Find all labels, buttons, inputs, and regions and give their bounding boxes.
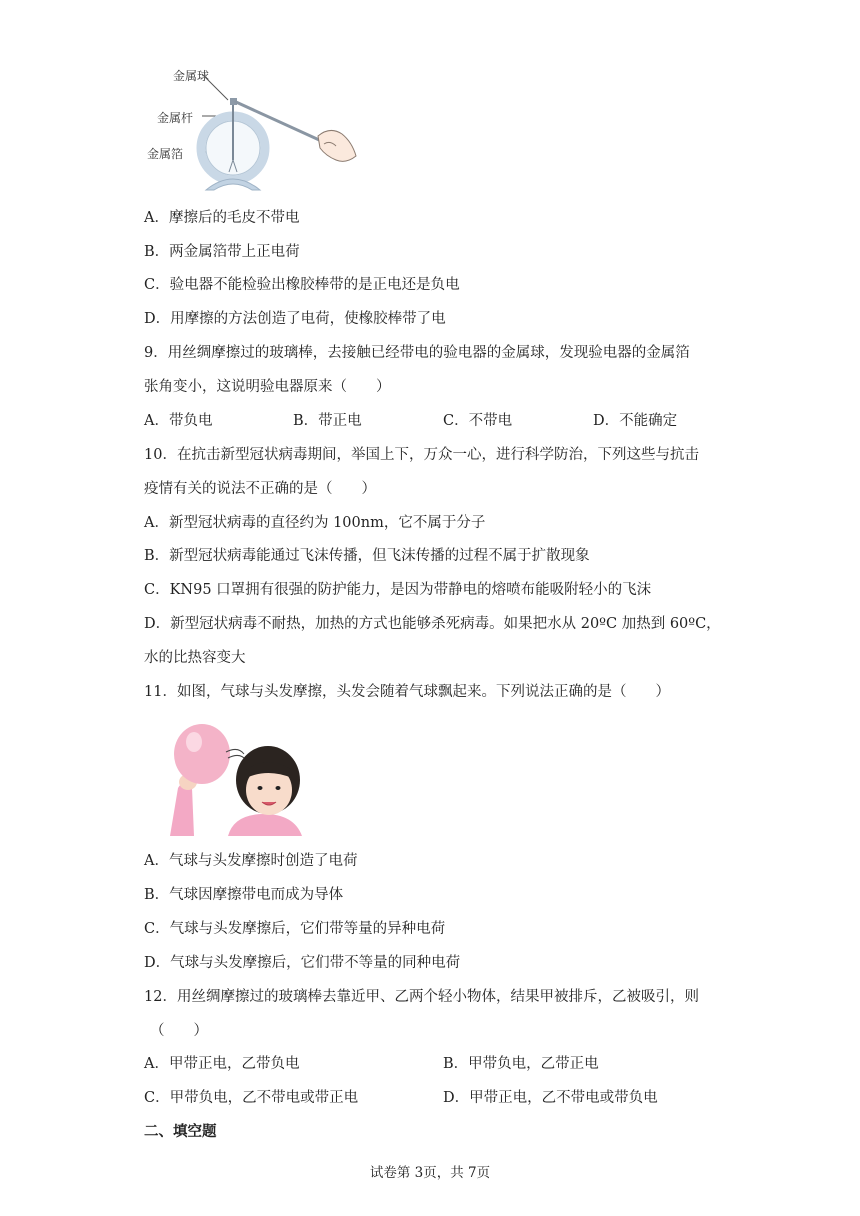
figure-label-metal-foil: 金属箔 xyxy=(147,147,184,161)
q9-stem-line-2: 张角变小，这说明验电器原来（ ） xyxy=(144,379,391,395)
q10-option-c: C．KN95 口罩拥有很强的防护能力，是因为带静电的熔喷布能吸附轻小的飞沫 xyxy=(144,582,652,598)
q10-stem-line-1: 10．在抗击新型冠状病毒期间，举国上下，万众一心，进行科学防治，下列这些与抗击 xyxy=(144,447,699,463)
q12-option-c: C．甲带负电，乙不带电或带正电 xyxy=(144,1090,359,1106)
electroscope-drawing xyxy=(140,60,370,200)
q12-stem-line-1: 12．用丝绸摩擦过的玻璃棒去靠近甲、乙两个轻小物体，结果甲被排斥，乙被吸引，则 xyxy=(144,989,699,1005)
q8-option-a: A．摩擦后的毛皮不带电 xyxy=(144,210,300,226)
q10-option-a: A．新型冠状病毒的直径约为 100nm，它不属于分子 xyxy=(144,515,486,531)
q11-option-d: D．气球与头发摩擦后，它们带不等量的同种电荷 xyxy=(144,955,461,971)
q11-stem: 11．如图，气球与头发摩擦，头发会随着气球飘起来。下列说法正确的是（ ） xyxy=(144,684,670,700)
q12-option-b: B．甲带负电，乙带正电 xyxy=(443,1056,599,1072)
q11-option-b: B．气球因摩擦带电而成为导体 xyxy=(144,887,344,903)
q8-option-d: D．用摩擦的方法创造了电荷，使橡胶棒带了电 xyxy=(144,311,446,327)
q9-option-a: A．带负电 xyxy=(144,413,213,429)
balloon-girl-drawing xyxy=(168,718,308,836)
q11-option-c: C．气球与头发摩擦后，它们带等量的异种电荷 xyxy=(144,921,446,937)
page-footer: 试卷第 3页，共 7页 xyxy=(369,1165,491,1181)
figure-label-metal-rod: 金属杆 xyxy=(157,111,194,125)
q9-stem-line-1: 9．用丝绸摩擦过的玻璃棒，去接触已经带电的验电器的金属球，发现验电器的金属箔 xyxy=(144,345,690,361)
figure-label-metal-ball: 金属球 xyxy=(173,69,210,83)
q10-option-d: D．新型冠状病毒不耐热，加热的方式也能够杀死病毒。如果把水从 20ºC 加热到 60ºC， xyxy=(144,616,721,632)
q12-option-a: A．甲带正电，乙带负电 xyxy=(144,1056,300,1072)
electroscope-figure xyxy=(140,60,370,200)
q9-option-d: D．不能确定 xyxy=(593,413,678,429)
q11-option-a: A．气球与头发摩擦时创造了电荷 xyxy=(144,853,358,869)
q12-stem-line-2: （ ） xyxy=(150,1023,208,1039)
balloon-girl-figure xyxy=(168,718,308,836)
q10-option-d-continued: 水的比热容变大 xyxy=(144,650,246,666)
q12-option-d: D．甲带正电，乙不带电或带负电 xyxy=(443,1090,658,1106)
q9-option-c: C．不带电 xyxy=(443,413,513,429)
q8-option-b: B．两金属箔带上正电荷 xyxy=(144,244,300,260)
q9-option-b: B．带正电 xyxy=(293,413,362,429)
q10-option-b: B．新型冠状病毒能通过飞沫传播，但飞沫传播的过程不属于扩散现象 xyxy=(144,548,590,564)
q8-option-c: C．验电器不能检验出橡胶棒带的是正电还是负电 xyxy=(144,277,460,293)
q10-stem-line-2: 疫情有关的说法不正确的是（ ） xyxy=(144,481,376,497)
section-title: 二、填空题 xyxy=(144,1124,217,1140)
